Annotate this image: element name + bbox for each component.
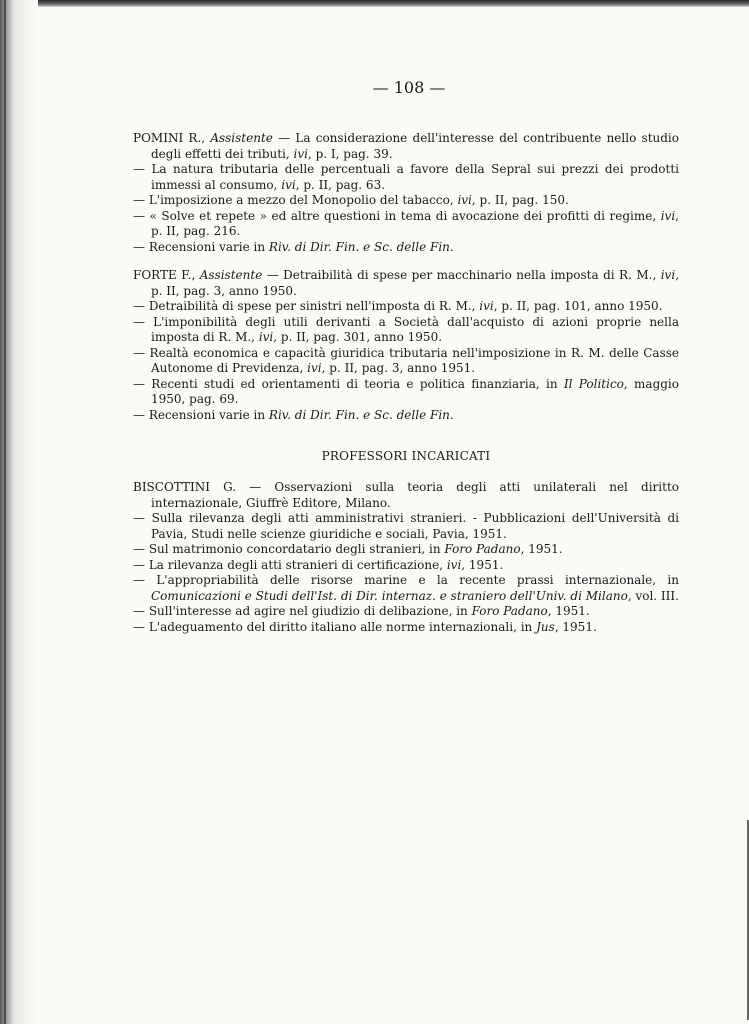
italic-text: Comunicazioni e Studi dell'Ist. di Dir. internaz. e straniero dell'Univ. di Milano [151,588,628,603]
italic-text: Foro Padano [444,542,521,556]
bibliography-entry [133,315,679,346]
entry-text: , p. II, pag. 301, anno 1950. [273,330,443,344]
section-heading: PROFESSORI INCARICATI [321,449,491,463]
italic-text: ivi [660,208,676,223]
entry-text: , 1951. [520,542,563,556]
italic-text: ivi [660,268,676,282]
bibliography-entry [133,558,679,574]
forte-entries [133,268,679,423]
entry-text: — L'imponibilità degli utili derivanti a Società dall'acquisto di azioni proprie nella imposta di R. M., [133,314,679,344]
entry-text: , p. II, pag. 101, anno 1950. [493,299,663,313]
italic-text: ivi [258,330,274,344]
scan-top-edge [0,0,749,7]
entry-text: , 1951. [554,619,597,634]
entry-text: , p. II, pag. 63. [295,177,386,192]
scan-binding-line [4,0,6,1024]
entry-text: — Realtà economica e capacità giuridica tributaria nell'imposizione in R. M. delle Casse Autonome di Previdenza, [133,345,679,375]
page-number: — 108 — [372,78,446,97]
entry-text: , p. II, pag. 3, anno 1951. [321,361,476,375]
pomini-entries [133,131,679,255]
italic-text: Riv. di Dir. Fin. e Sc. delle Fin. [268,407,454,422]
bibliography-entry [133,268,679,299]
entry-text: — Sull'interesse ad agire nel giudizio di delibazione, in [133,604,472,618]
entry-text: — L'appropriabilità delle risorse marine e la recente prassi internazionale, in [133,573,679,587]
entry-text: — La rilevanza degli atti stranieri di certificazione, [133,557,447,572]
biscottini-entries [133,480,679,635]
entry-text: — Detraibilità di spese per macchinario nella imposta di R. M., [262,268,661,282]
italic-text: Il Politico [563,376,624,391]
entry-text: , p. II, pag. 3, anno 1950. [151,268,680,298]
bibliography-entry [133,511,679,542]
bibliography-entry [133,131,679,162]
bibliography-entry [133,299,679,315]
entry-text: — « Solve et repete » ed altre questioni in tema di avocazione dei profitti di regime, [133,208,661,223]
entry-text: — Sul matrimonio concordatario degli stranieri, in [133,542,445,556]
bibliography-entry [133,162,679,193]
entry-text: — Recensioni varie in [133,239,269,254]
italic-text: Assistente [199,268,263,282]
entry-text: — La considerazione dell'interesse del contribuente nello studio degli effetti dei tributi, [151,131,679,161]
bibliography-entry [133,620,679,636]
entry-text: — Recenti studi ed orientamenti di teoria e politica finanziaria, in [133,376,564,391]
bibliography-entry [133,209,679,240]
italic-text: ivi [446,557,462,572]
entry-text: — L'adeguamento del diritto italiano alle norme internazionali, in [133,619,537,634]
entry-text: , 1951. [461,557,504,572]
bibliography-entry [133,480,679,511]
entry-text: — L'imposizione a mezzo del Monopolio del tabacco, [133,193,458,207]
bibliography-entry [133,408,679,424]
entry-text: , maggio 1950, pag. 69. [151,376,679,406]
entry-text: FORTE F., [133,268,200,282]
bibliography-entry [133,346,679,377]
bibliography-entry [133,240,679,256]
italic-text: ivi [293,146,308,161]
entry-text: — Detraibilità di spese per sinistri nell'imposta di R. M., [133,299,480,313]
entry-text: POMINI R., [133,131,211,145]
italic-text: Jus [536,619,555,634]
entry-text: BISCOTTINI G. — Osservazioni sulla teoria degli atti unilaterali nel diritto internazionale, Giuffrè Editore, Milano. [133,480,679,510]
bibliography-entry [133,542,679,558]
entry-text: , p. II, pag. 150. [471,193,569,207]
entry-text: , p. II, pag. 216. [151,208,679,238]
italic-text: ivi [479,299,494,313]
entry-text: , p. I, pag. 39. [307,146,393,161]
italic-text: Riv. di Dir. Fin. e Sc. delle Fin. [268,239,454,254]
italic-text: ivi [281,177,296,192]
italic-text: ivi [307,361,322,375]
entry-text: — Sulla rilevanza degli atti amministrativi stranieri. - Pubblicazioni dell'Università di Pavia, Studi nelle scienze giuridiche e sociali, Pavia, 1951. [133,511,679,541]
bibliography-entry [133,193,679,209]
italic-text: Foro Padano [471,604,548,618]
bibliography-entry [133,573,679,604]
bibliography-entry [133,377,679,408]
italic-text: Assistente [210,131,273,145]
entry-text: — Recensioni varie in [133,407,269,422]
entry-text: — La natura tributaria delle percentuali a favore della Sepral sui prezzi dei prodotti immessi al consumo, [133,162,679,192]
entry-text: , vol. III. [627,588,679,603]
entry-text: , 1951. [547,604,590,618]
bibliography-entry [133,604,679,620]
italic-text: ivi [457,193,472,207]
